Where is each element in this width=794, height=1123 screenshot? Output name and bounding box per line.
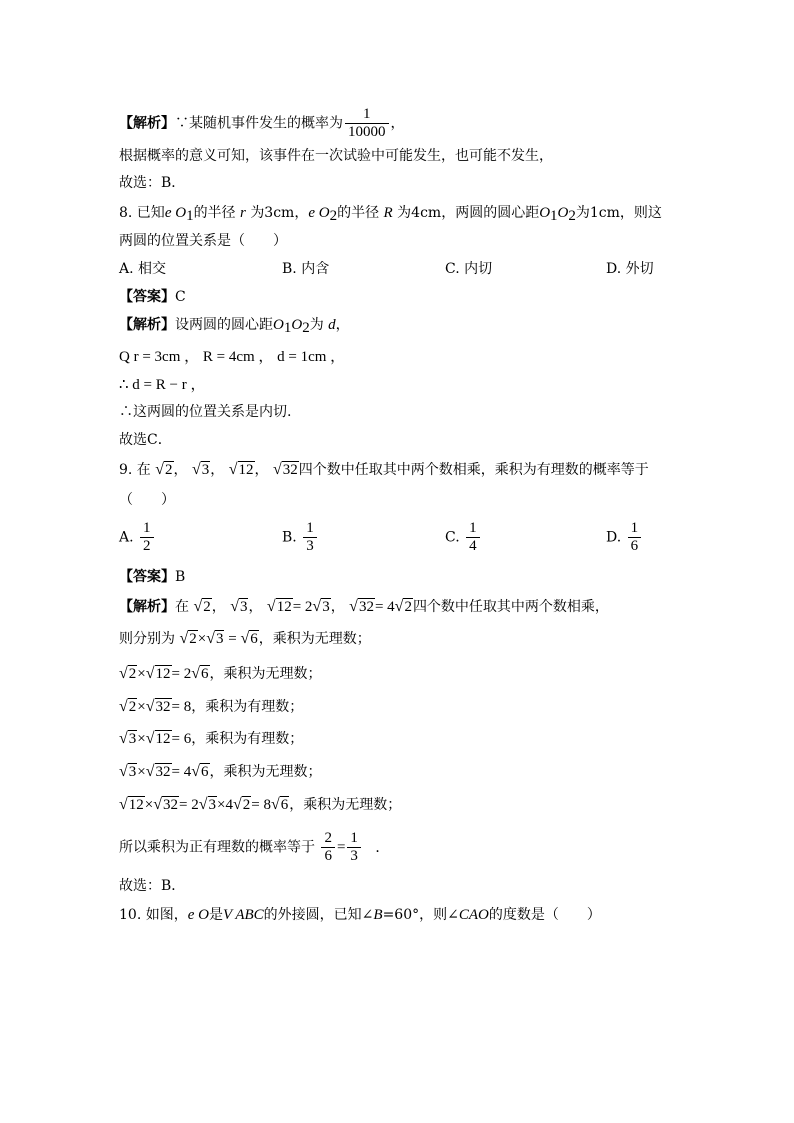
text: 为1cm，则这 [575,205,662,221]
radicand: 3 [128,764,137,780]
radicand: 2 [203,599,211,615]
q9-analysis-line-4: √2×√32= 8，乘积为有理数； [119,698,304,715]
question-10-line-1 [119,905,601,925]
numerator: 1 [347,830,361,848]
q9-option-b [282,520,319,555]
subscript: 2 [302,320,310,336]
radicand: 12 [155,666,171,682]
q9-answer [119,567,185,587]
q8-choose: 故选C． [119,432,172,448]
numerator: 1 [140,520,154,538]
text: 的外接圆，已知∠ [263,907,374,923]
option-label: D. [606,529,622,546]
equals: = 4 [171,764,192,780]
text: ，乘积为有理数； [191,699,304,715]
q9-analysis-line-7: √12×√32= 2√3×4√2= 8√6，乘积为无理数； [119,796,402,813]
sqrt: √3 [119,763,137,780]
denominator: 6 [324,848,332,864]
q8-analysis-line-4: ∴这两圆的位置关系是内切. [119,404,292,420]
radicand: 32 [282,462,298,478]
sqrt: √32 [349,598,374,615]
q8-answer [119,287,186,307]
analysis-tag: 【解析】 [119,599,175,615]
numerator: 2 [321,830,335,848]
question-8-line-2: 两圆的位置关系是（ ） [119,233,287,249]
var-b: B [373,907,383,923]
punct: ， [210,462,225,478]
q9-option-a [119,520,156,555]
sqrt: √3 [192,461,210,478]
answer-value: B [175,569,186,585]
subscript: 1 [283,320,292,336]
radicand: 3 [215,631,224,647]
radicand: 3 [322,599,330,615]
fraction [140,520,154,555]
var-d: d [328,317,336,333]
text: 所以乘积为正有理数的概率等于 [119,839,315,856]
option-label: C. [445,529,460,546]
q8-analysis-line-1 [119,315,350,338]
q8-option-d: D. 外切 [606,261,654,277]
equals: = 2 [292,599,313,615]
denominator: 6 [630,538,639,554]
denominator: 4 [469,538,477,554]
answer-tag: 【答案】 [119,569,175,585]
radicand: 2 [128,666,137,682]
text: ，乘积为无理数； [258,631,371,647]
text: ，乘积为无理数； [209,764,322,780]
radicand: 3 [239,599,248,615]
q9-analysis-line-3: √2×√12= 2√6，乘积为无理数； [119,665,322,682]
numerator: 1 [466,520,480,538]
sqrt: √6 [191,763,209,780]
analysis-tag: 【解析】 [119,115,175,132]
radicand: 32 [155,764,171,780]
q9-conclusion: 所以乘积为正有理数的概率等于 $\frac{2}{6}$ = $\frac{1}{3}$ ． [119,830,390,864]
sqrt: √3 [312,598,330,615]
text: 为4cm，两圆的圆心距 [397,205,540,221]
text: ，乘积为无理数； [209,666,322,682]
analysis-7-line-1 [119,106,405,141]
sqrt: √12 [228,461,254,478]
circle-o: e O [187,907,209,923]
sqrt: √3 [230,598,248,615]
equals: = 8 [171,699,192,715]
q8-analysis-line-3: ∴ d = R − r ， [119,377,206,393]
text: 为 [309,317,324,333]
fraction [628,520,642,555]
sqrt: √32 [272,461,298,478]
question-8-line-1 [119,203,662,226]
circle-o1: e O [164,205,187,221]
fraction [303,520,317,555]
answer-value: C [175,289,186,305]
equals: = 8 [251,797,271,813]
radicand: 12 [155,731,171,747]
numerator: 1 [345,106,389,124]
var-o: O [557,205,569,221]
question-number: 9. 在 [119,462,151,478]
sqrt: √3 [198,796,217,813]
punct: ， [173,462,188,478]
subscript: 2 [329,208,338,224]
question-number: 10. 如图， [119,907,188,923]
text: ，乘积为有理数； [191,731,304,747]
circle-o2: e O [308,205,330,221]
q9-analysis-line-2: 则分别为 √2×√3 = √6，乘积为无理数； [119,630,371,647]
q9-option-d [606,520,643,555]
subscript: 1 [550,208,558,224]
var-o: O [273,317,284,333]
sqrt: √2 [394,598,412,615]
q8-option-c: C. 内切 [445,261,493,277]
sqrt: √12 [119,796,144,813]
radicand: 32 [163,797,179,813]
text: 在 [175,599,189,615]
radicand: 12 [128,797,144,813]
text: 四个数中任取其中两个数相乘， [412,599,609,615]
punct: ， [248,599,263,615]
radicand: 32 [155,699,171,715]
denominator: 2 [143,538,151,554]
text: 设两圆的圆心距 [175,317,273,333]
option-label: A. [119,529,134,546]
q9-option-c [445,520,482,555]
sqrt: √6 [271,796,289,813]
radicand: 3 [128,731,137,747]
var-o: O [291,317,303,333]
sqrt: √6 [191,665,209,682]
punct: ， [254,462,269,478]
analysis-7-choose: 故选：B． [119,175,186,191]
subscript: 1 [186,208,194,224]
sqrt: √2 [119,665,137,682]
question-9-line-1 [119,460,649,480]
q8-option-a: A. 相交 [119,261,167,277]
equals: = 2 [171,666,192,682]
text: 的半径 [337,205,380,221]
radicand: 6 [201,666,209,682]
q9-analysis-line-6: √3×√32= 4√6，乘积为无理数； [119,763,322,780]
numerator: 1 [628,520,642,538]
radicand: 32 [358,599,374,615]
sqrt: √3 [119,730,137,747]
text: 为3cm， [250,205,309,221]
triangle-abc: V ABC [222,907,264,923]
fraction [347,830,361,865]
radicand: 2 [242,797,251,813]
sqrt: √32 [145,763,171,780]
subscript: 2 [568,208,576,224]
sqrt: √12 [145,665,171,682]
option-label: B. [282,529,297,546]
radicand: 2 [128,699,137,715]
equals: = 2 [179,797,199,813]
q9-analysis-line-1 [119,597,609,617]
sqrt: √2 [179,630,197,647]
text: 则分别为 [119,631,175,647]
times: ×4 [217,797,233,813]
sqrt: √2 [193,598,211,615]
q8-option-b: B. 内含 [282,261,330,277]
text: 是 [208,907,223,923]
q9-analysis-line-5: √3×√12= 6，乘积为有理数； [119,730,304,747]
q9-choose: 故选：B． [119,878,186,894]
radicand: 3 [208,797,217,813]
fraction [321,830,335,865]
equals: = 6 [171,731,192,747]
sqrt: √2 [155,461,173,478]
numerator: 1 [303,520,317,538]
text: 的度数是（ ） [488,907,601,923]
radicand: 6 [250,631,258,647]
sqrt: √2 [119,698,137,715]
radicand: 12 [238,462,254,478]
equals: = 4 [374,599,395,615]
analysis-text: ∵某随机事件发生的概率为 [175,115,343,132]
sqrt: √6 [240,630,258,647]
question-9-line-2: （ ） [119,492,175,508]
sqrt: √12 [145,730,171,747]
q8-analysis-line-2: Q r = 3cm ， R = 4cm ， d = 1cm ， [119,349,346,365]
var-r: r [240,205,246,221]
text: =60°，则∠ [382,907,459,923]
radicand: 3 [201,462,210,478]
radicand: 2 [404,599,412,615]
punct: ， [330,599,345,615]
sqrt: √32 [153,796,179,813]
text: 四个数中任取其中两个数相乘，乘积为有理数的概率等于 [298,462,649,478]
punct: ， [211,599,226,615]
punct: ， [335,317,350,333]
fraction [345,106,389,141]
var-o: O [539,205,551,221]
denominator: 3 [306,538,314,554]
sqrt: √2 [233,796,251,813]
answer-tag: 【答案】 [119,289,175,305]
sqrt: √12 [266,598,292,615]
radicand: 12 [276,599,292,615]
radicand: 2 [165,462,173,478]
fraction [466,520,480,555]
radicand: 2 [189,631,197,647]
analysis-7-line-2: 根据概率的意义可知，该事件在一次试验中可能发生，也可能不发生， [119,148,553,164]
text: 的半径 [193,205,236,221]
question-number: 8. 已知 [119,205,165,221]
denominator: 3 [350,848,358,864]
text: ，乘积为无理数； [289,797,402,813]
punct: ， [390,115,405,132]
sqrt: √32 [145,698,171,715]
var-R: R [383,205,393,221]
punct: ． [375,839,390,856]
sqrt: √3 [206,630,224,647]
radicand: 6 [280,797,289,813]
angle-cao: CAO [458,907,489,923]
denominator: 10000 [348,124,386,140]
analysis-tag: 【解析】 [119,317,175,333]
radicand: 6 [201,764,209,780]
